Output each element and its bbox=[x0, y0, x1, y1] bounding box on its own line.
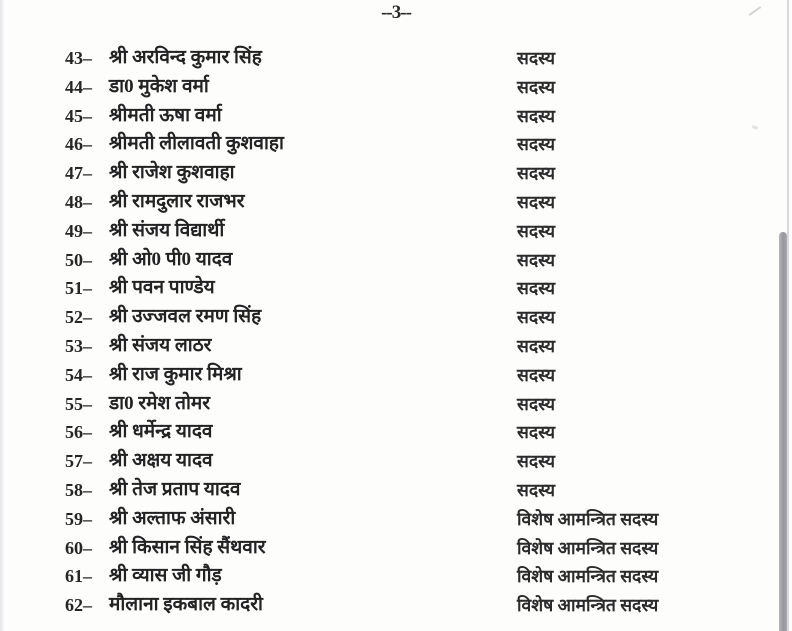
list-item bbox=[0, 418, 792, 447]
list-item bbox=[0, 274, 792, 303]
member-name: श्री अल्ताफ अंसारी bbox=[109, 507, 236, 529]
list-item bbox=[0, 534, 792, 563]
member-name: श्री पवन पाण्डेय bbox=[109, 277, 215, 299]
serial-number: 51– bbox=[65, 278, 92, 299]
list-item bbox=[0, 217, 792, 246]
list-item bbox=[0, 591, 792, 620]
serial-number: 53– bbox=[65, 335, 92, 356]
serial-number: 46– bbox=[65, 134, 92, 155]
designation: सदस्य bbox=[517, 249, 556, 270]
list-item bbox=[0, 246, 792, 275]
serial-number: 57– bbox=[65, 451, 92, 472]
member-name: श्रीमती ऊषा वर्मा bbox=[109, 104, 222, 126]
serial-number: 56– bbox=[65, 422, 92, 443]
serial-number: 58– bbox=[65, 479, 92, 500]
designation: सदस्य bbox=[517, 105, 556, 126]
page-number: --3-- bbox=[381, 2, 411, 23]
list-item bbox=[0, 476, 792, 505]
list-item bbox=[0, 505, 792, 534]
serial-number: 49– bbox=[65, 220, 92, 241]
member-name: श्री संजय विद्यार्थी bbox=[109, 219, 225, 241]
serial-number: 45– bbox=[65, 105, 92, 126]
list-item bbox=[0, 447, 792, 476]
designation: सदस्य bbox=[517, 393, 556, 414]
serial-number: 44– bbox=[65, 76, 92, 97]
member-list bbox=[0, 44, 792, 620]
designation: सदस्य bbox=[517, 134, 556, 155]
serial-number: 54– bbox=[65, 364, 92, 385]
member-name: डा0 मुकेश वर्मा bbox=[109, 75, 209, 97]
member-name: श्री संजय लाठर bbox=[109, 334, 212, 356]
designation: सदस्य bbox=[517, 307, 556, 328]
serial-number: 59– bbox=[65, 508, 92, 529]
list-item bbox=[0, 303, 792, 332]
serial-number: 43– bbox=[65, 48, 92, 68]
serial-number: 60– bbox=[65, 537, 92, 558]
designation: सदस्य bbox=[517, 191, 556, 212]
designation: विशेष आमन्त्रित सदस्य bbox=[517, 537, 659, 558]
designation: विशेष आमन्त्रित सदस्य bbox=[517, 595, 659, 616]
list-item bbox=[0, 390, 792, 419]
serial-number: 61– bbox=[65, 566, 92, 587]
member-name: श्री किसान सिंह सैंथवार bbox=[109, 536, 266, 558]
designation: सदस्य bbox=[517, 451, 556, 472]
serial-number: 52– bbox=[65, 307, 92, 328]
member-name: श्री अरविन्द कुमार सिंह bbox=[109, 47, 262, 68]
serial-number: 50– bbox=[65, 249, 92, 270]
member-name: श्री धर्मेन्द्र यादव bbox=[109, 421, 213, 443]
member-name: श्री राज कुमार मिश्रा bbox=[109, 363, 242, 385]
member-name: श्री राजेश कुशवाहा bbox=[109, 162, 235, 184]
member-name: श्री ओ0 पी0 यादव bbox=[109, 248, 233, 270]
list-item bbox=[0, 361, 792, 390]
designation: सदस्य bbox=[517, 422, 556, 443]
member-name: श्री अक्षय यादव bbox=[109, 450, 213, 472]
member-name: श्री रामदुलार राजभर bbox=[109, 190, 245, 212]
designation: सदस्य bbox=[517, 479, 556, 500]
designation: सदस्य bbox=[517, 278, 556, 299]
designation: विशेष आमन्त्रित सदस्य bbox=[517, 508, 659, 529]
list-item bbox=[0, 159, 792, 188]
serial-number: 48– bbox=[65, 191, 92, 212]
designation: सदस्य bbox=[517, 163, 556, 184]
member-name: श्रीमती लीलावती कुशवाहा bbox=[109, 133, 284, 155]
list-item bbox=[0, 562, 792, 591]
serial-number: 62– bbox=[65, 595, 92, 616]
designation: सदस्य bbox=[517, 220, 556, 241]
member-name: मौलाना इकबाल कादरी bbox=[109, 594, 263, 616]
serial-number: 47– bbox=[65, 163, 92, 184]
member-name: श्री व्यास जी गौड़ bbox=[109, 565, 222, 587]
list-item bbox=[0, 44, 792, 73]
designation: सदस्य bbox=[517, 76, 556, 97]
designation: सदस्य bbox=[517, 48, 556, 68]
list-item bbox=[0, 188, 792, 217]
member-name: श्री तेज प्रताप यादव bbox=[109, 478, 241, 500]
member-name: डा0 रमेश तोमर bbox=[109, 392, 211, 414]
designation: सदस्य bbox=[517, 364, 556, 385]
serial-number: 55– bbox=[65, 393, 92, 414]
list-item bbox=[0, 73, 792, 102]
list-item bbox=[0, 332, 792, 361]
list-item bbox=[0, 102, 792, 131]
designation: विशेष आमन्त्रित सदस्य bbox=[517, 566, 659, 587]
list-item bbox=[0, 130, 792, 159]
member-name: श्री उज्जवल रमण सिंह bbox=[109, 306, 262, 328]
designation: सदस्य bbox=[517, 335, 556, 356]
